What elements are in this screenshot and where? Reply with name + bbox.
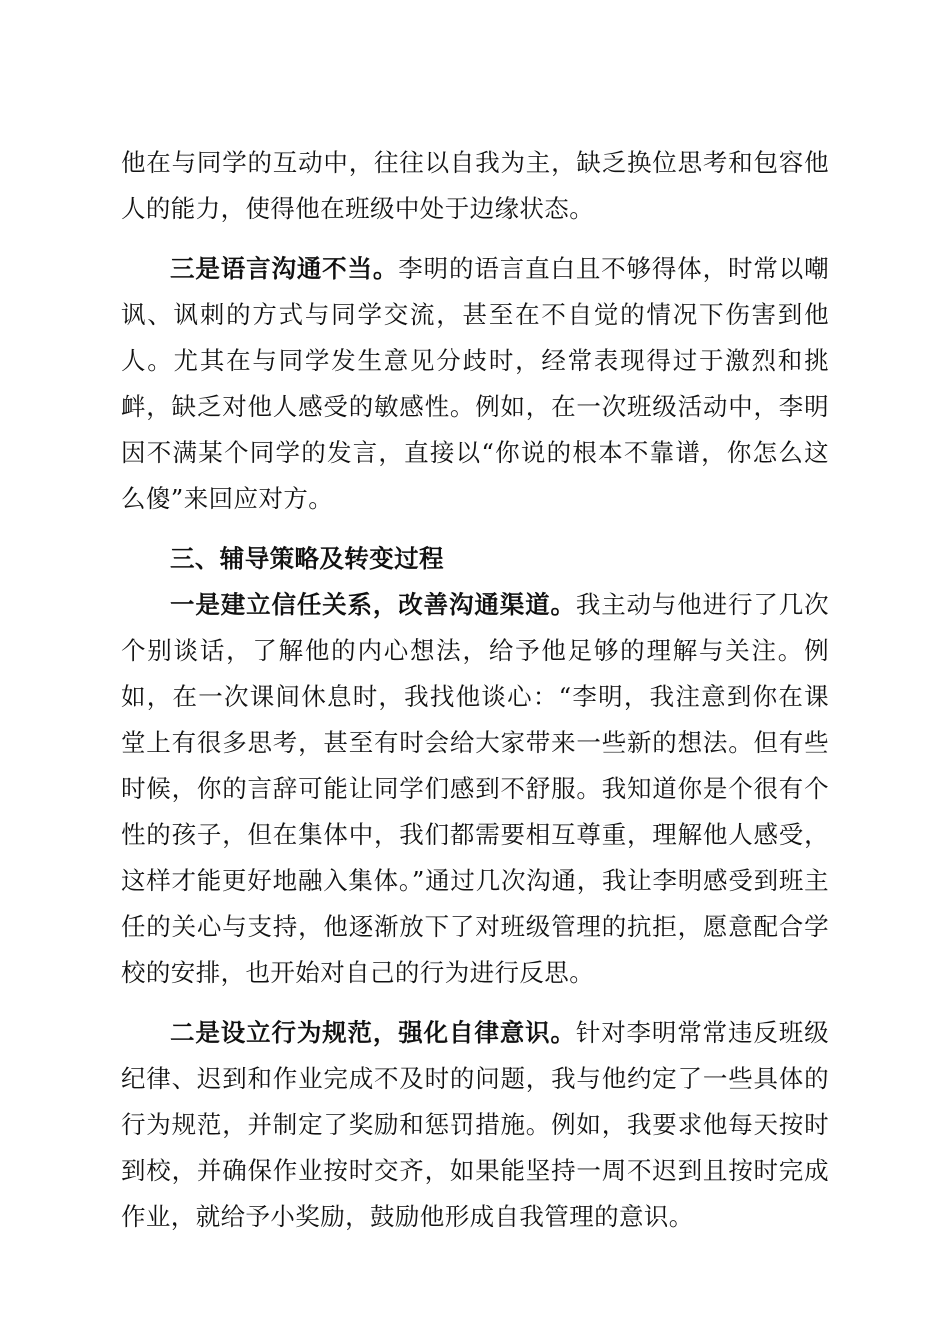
- paragraph-body-trust: 我主动与他进行了几次个别谈话，了解他的内心想法，给予他足够的理解与关注。例如，在一次课间休息时，我找他谈心：“李明，我注意到你在课堂上有很多思考，甚至有时会给大家带来一些新的想法。但有些时候，你的言辞可能让同学们感到不舒服。我知道你是个很有个性的孩子，但在集体中，我们都需要相互尊重，理解他人感受，这样才能更好地融入集体。”通过几次沟通，我让李明感受到班主任的关心与支持，他逐渐放下了对班级管理的抗拒，愿意配合学校的安排，也开始对自己的行为进行反思。: [121, 590, 830, 987]
- section-heading: 三、辅导策略及转变过程: [170, 544, 444, 573]
- paragraph-behavior-rules: [121, 1010, 829, 1240]
- paragraph-language-communication: [121, 246, 829, 522]
- paragraph-body-rules: 针对李明常常违反班级纪律、迟到和作业完成不及时的问题，我与他约定了一些具体的行为规范，并制定了奖励和惩罚措施。例如，我要求他每天按时到校，并确保作业按时交齐，如果能坚持一周不迟到且按时完成作业，就给予小奖励，鼓励他形成自我管理的意识。: [121, 1018, 830, 1231]
- paragraph-continuation: 他在与同学的互动中，往往以自我为主，缺乏换位思考和包容他人的能力，使得他在班级中处于边缘状态。: [121, 148, 829, 223]
- paragraph-lead-language: 三是语言沟通不当。: [170, 254, 399, 283]
- paragraph-lead-rules: 二是设立行为规范，强化自律意识。: [170, 1018, 576, 1047]
- document-body: [121, 140, 829, 1240]
- paragraph-lead-trust: 一是建立信任关系，改善沟通渠道。: [170, 590, 576, 619]
- paragraph-build-trust: [121, 582, 829, 996]
- paragraph-body-language: 李明的语言直白且不够得体，时常以嘲讽、讽刺的方式与同学交流，甚至在不自觉的情况下伤害到他人。尤其在与同学发生意见分歧时，经常表现得过于激烈和挑衅，缺乏对他人感受的敏感性。例如，在一次班级活动中，李明因不满某个同学的发言，直接以“你说的根本不靠谱，你怎么这么傻”来回应对方。: [121, 254, 829, 513]
